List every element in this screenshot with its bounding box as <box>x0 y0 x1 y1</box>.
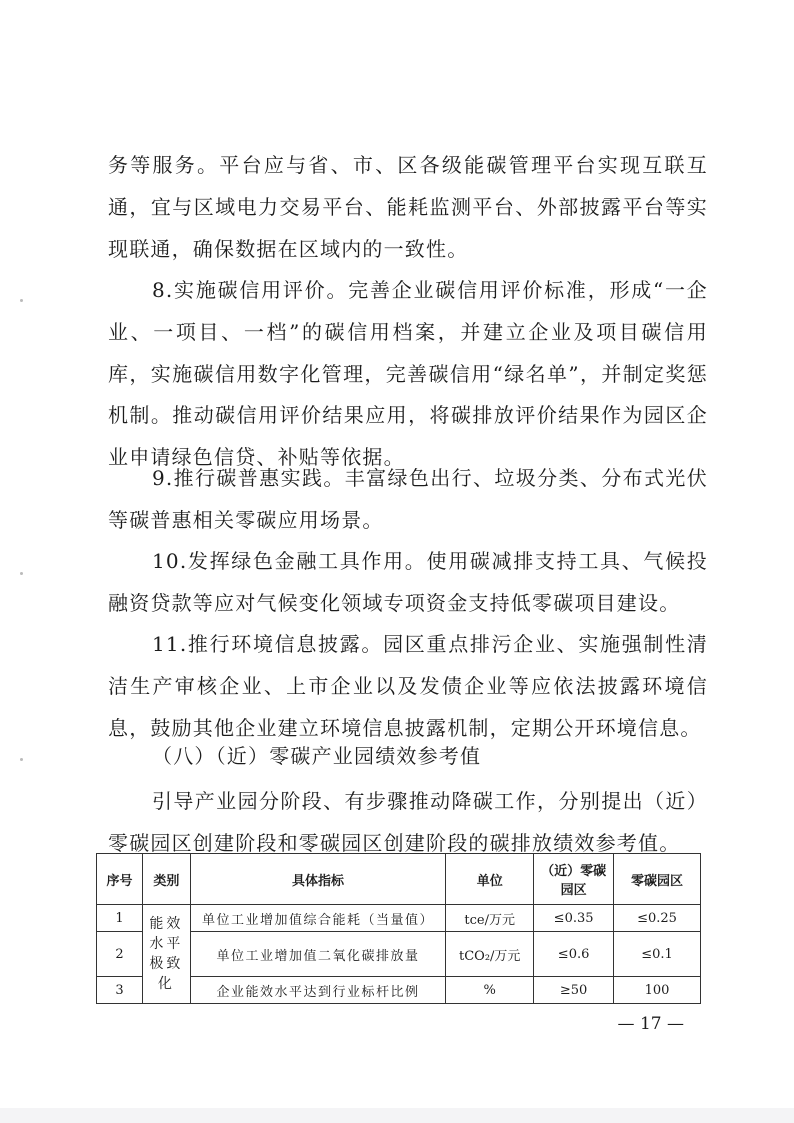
cell-zero: ≤0.1 <box>614 932 701 977</box>
header-zero: 零碳园区 <box>614 854 701 905</box>
cell-seq: 3 <box>97 977 143 1004</box>
table-header-row <box>97 854 701 905</box>
header-near-zero: （近）零碳园区 <box>534 854 614 905</box>
cell-zero: ≤0.25 <box>614 905 701 932</box>
cell-near-zero: ≤0.35 <box>534 905 614 932</box>
paragraph-env-disclosure: 11.推行环境信息披露。园区重点排污企业、实施强制性清洁生产审核企业、上市企业以及发债企业等应依法披露环境信息，鼓励其他企业建立环境信息披露机制，定期公开环境信息。 <box>108 632 708 740</box>
scan-speck <box>20 758 23 761</box>
table-row <box>97 905 701 932</box>
section-heading: （八）（近）零碳产业园绩效参考值 <box>152 744 482 768</box>
cell-zero: 100 <box>614 977 701 1004</box>
paragraph-carbon-inclusive: 9.推行碳普惠实践。丰富绿色出行、垃圾分类、分布式光伏等碳普惠相关零碳应用场景。 <box>108 466 708 532</box>
paragraph-platform: 务等服务。平台应与省、市、区各级能碳管理平台实现互联互通，宜与区域电力交易平台、能耗监测平台、外部披露平台等实现联通，确保数据在区域内的一致性。 <box>108 153 708 261</box>
cell-unit: % <box>446 977 534 1004</box>
cell-category: 能效水平极致化 <box>142 905 190 1004</box>
paragraph-green-finance: 10.发挥绿色金融工具作用。使用碳减排支持工具、气候投融资贷款等应对气候变化领域专项资金支持低零碳项目建设。 <box>108 549 708 615</box>
intro-paragraph: 引导产业园分阶段、有步骤推动降碳工作，分别提出（近）零碳园区创建阶段和零碳园区创建阶段的碳排放绩效参考值。 <box>108 789 708 855</box>
header-seq: 序号 <box>97 854 143 905</box>
scan-speck <box>20 299 23 302</box>
scan-bottom-edge <box>0 1108 794 1123</box>
cell-seq: 1 <box>97 905 143 932</box>
cell-indicator: 单位工业增加值综合能耗（当量值） <box>190 905 445 932</box>
cell-unit: tCO₂/万元 <box>446 932 534 977</box>
cell-near-zero: ≥50 <box>534 977 614 1004</box>
cell-indicator: 单位工业增加值二氧化碳排放量 <box>190 932 445 977</box>
paragraph-carbon-credit: 8.实施碳信用评价。完善企业碳信用评价标准，形成“一企业、一项目、一档”的碳信用档案，并建立企业及项目碳信用库，实施碳信用数字化管理，完善碳信用“绿名单”，并制定奖惩机制。推动碳信用评价结果应用，将碳排放评价结果作为园区企业申请绿色信贷、补贴等依据。 <box>108 278 708 470</box>
cell-seq: 2 <box>97 932 143 977</box>
header-unit: 单位 <box>446 854 534 905</box>
page-number: — 17 — <box>617 1014 684 1034</box>
cell-unit: tce/万元 <box>446 905 534 932</box>
header-indicator: 具体指标 <box>190 854 445 905</box>
header-category: 类别 <box>142 854 190 905</box>
cell-near-zero: ≤0.6 <box>534 932 614 977</box>
scan-speck <box>20 572 23 575</box>
cell-indicator: 企业能效水平达到行业标杆比例 <box>190 977 445 1004</box>
performance-table <box>96 853 701 1004</box>
